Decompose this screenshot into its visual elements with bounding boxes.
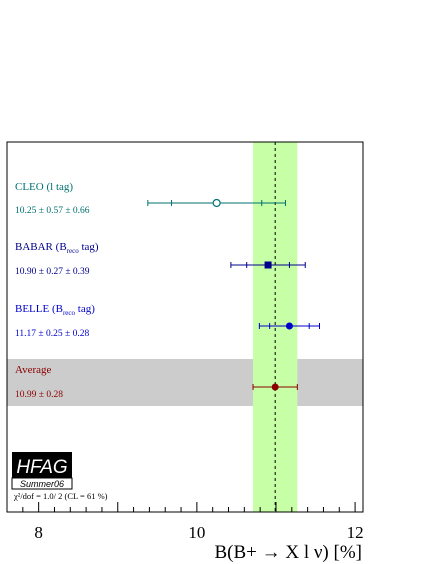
average-point xyxy=(272,384,279,391)
data-point xyxy=(286,323,293,330)
hfag-logo-title: HFAG xyxy=(16,457,68,478)
measurement-name xyxy=(15,241,99,255)
measurement-name xyxy=(15,181,73,193)
average-label: Average xyxy=(15,364,52,376)
experiment-name: CLEO xyxy=(15,181,47,193)
measurement-value: 10.25 ± 0.57 ± 0.66 xyxy=(15,206,90,216)
x-tick-label: 12 xyxy=(346,523,364,542)
measurement-name xyxy=(15,303,95,317)
data-point xyxy=(265,262,272,269)
average-value: 10.99 ± 0.28 xyxy=(15,390,63,400)
experiment-name: BELLE xyxy=(15,303,52,315)
hfag-logo xyxy=(12,452,108,501)
tag-prefix: (B xyxy=(51,303,63,315)
measurement-value: 11.17 ± 0.25 ± 0.28 xyxy=(15,329,90,339)
tag-suffix: tag) xyxy=(75,303,95,315)
x-axis-label: B(B+ → X l ν) [%] xyxy=(214,542,362,563)
tag-subscript: reco xyxy=(62,309,76,317)
tag-prefix: (B xyxy=(55,241,67,253)
x-tick-label: 8 xyxy=(34,523,43,542)
data-point xyxy=(213,200,220,207)
hfag-logo-subtitle: Summer06 xyxy=(19,479,65,489)
tag-suffix: tag) xyxy=(78,241,99,253)
measurement-value: 10.90 ± 0.27 ± 0.39 xyxy=(15,267,90,277)
experiment-name: BABAR xyxy=(15,241,56,253)
chi2-text: χ²/dof = 1.0/ 2 (CL = 61 %) xyxy=(14,491,108,501)
x-tick-label: 10 xyxy=(188,523,206,542)
x-axis xyxy=(7,502,364,542)
tag-subscript: reco xyxy=(66,247,79,255)
tag-text: (l tag) xyxy=(46,181,74,193)
